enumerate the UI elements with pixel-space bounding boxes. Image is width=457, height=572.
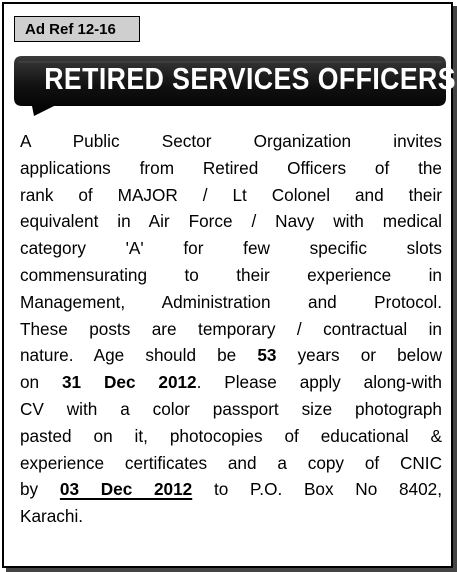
body-line: experience certificates and a copy of CNIC: [20, 452, 442, 473]
ad-title: RETIRED SERVICES OFFICERS: [44, 61, 456, 96]
deadline-suffix: to P.O. Box No 8402,: [213, 479, 443, 500]
cutoff-suffix: . Please apply along-with: [196, 372, 442, 393]
cutoff-date: 31 Dec 2012: [62, 372, 197, 393]
body-line: Management, Administration and Protocol.: [20, 291, 442, 312]
body-line: A Public Sector Organization invites: [20, 131, 442, 151]
body-line: CV with a color passport size photograph: [20, 398, 442, 419]
ad-body: [20, 128, 442, 530]
cutoff-prefix: on: [20, 372, 40, 393]
age-limit: 53: [257, 345, 277, 366]
advertisement: [2, 2, 456, 568]
body-line-age: [20, 342, 442, 369]
body-line: category 'A' for few specific slots: [20, 238, 442, 259]
body-line-cutoff: [20, 369, 442, 396]
age-text-suffix: years or below: [297, 345, 442, 366]
ad-reference: Ad Ref 12-16: [14, 16, 140, 42]
body-line: pasted on it, photocopies of educational &: [20, 425, 442, 446]
deadline-date: 03 Dec 2012: [59, 479, 193, 500]
body-line: rank of MAJOR / Lt Colonel and their: [20, 184, 442, 205]
title-banner: [14, 54, 456, 118]
body-line-deadline: [20, 476, 442, 503]
body-line: commensurating to their experience in: [20, 264, 442, 285]
age-text-prefix: nature. Age should be: [20, 345, 237, 366]
body-line: These posts are temporary / contractual in: [20, 318, 442, 339]
body-line: equivalent in Air Force / Navy with medical: [20, 211, 442, 232]
deadline-prefix: by: [20, 479, 39, 500]
body-line: applications from Retired Officers of the: [20, 157, 442, 178]
body-line: Karachi.: [20, 506, 84, 527]
